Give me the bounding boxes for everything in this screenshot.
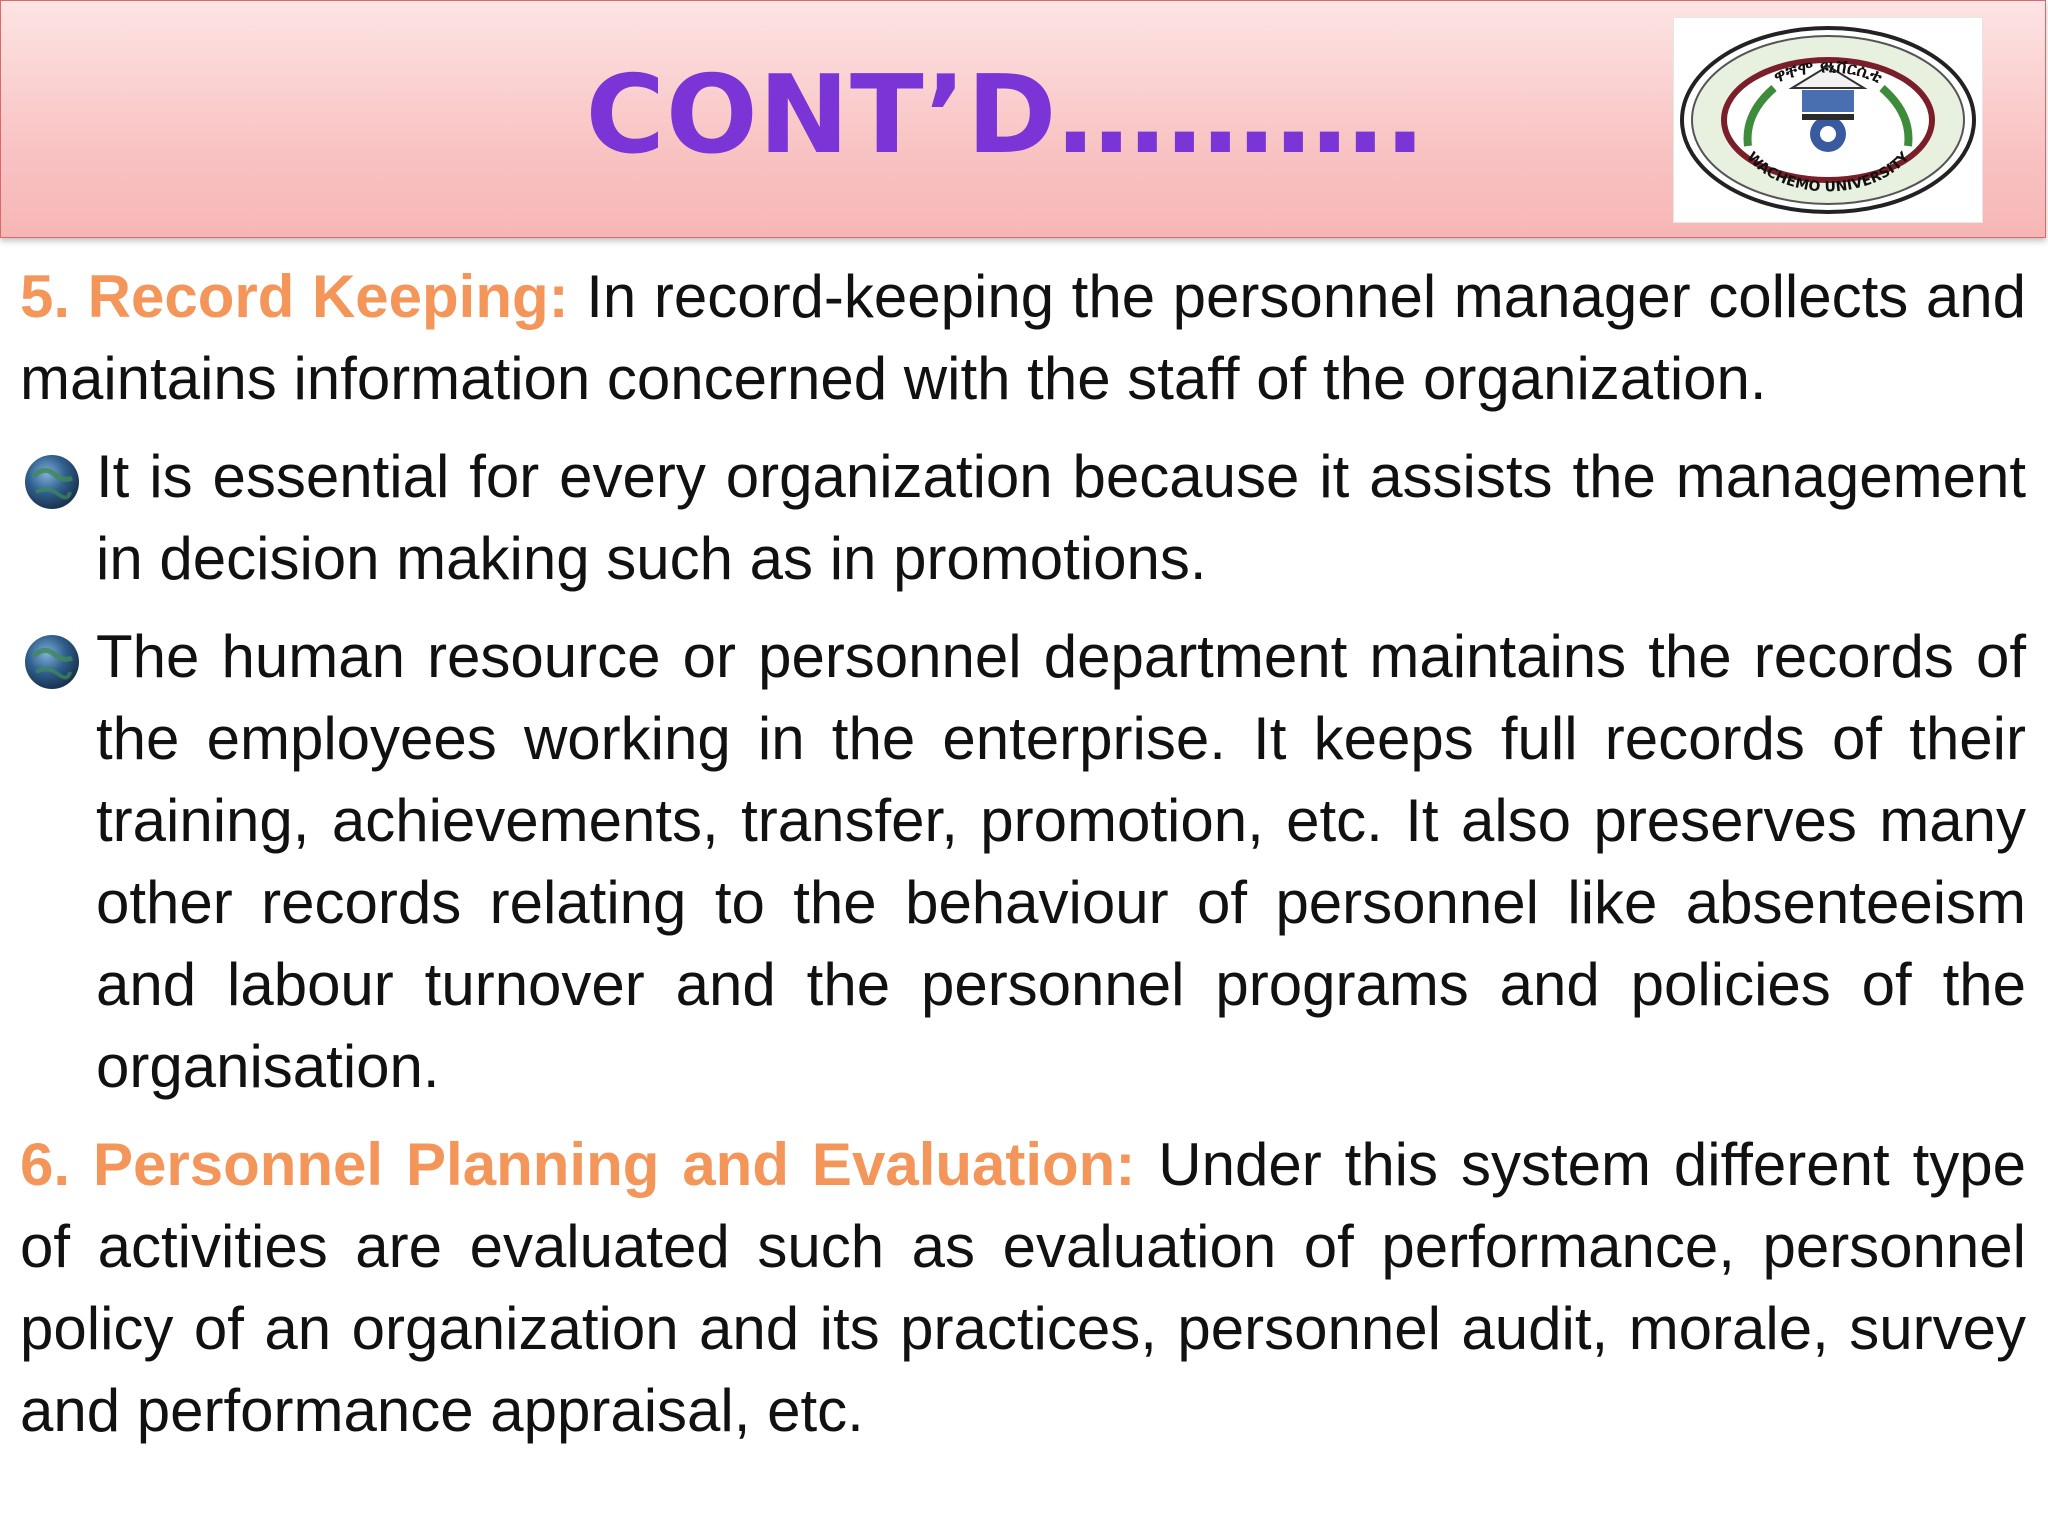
planning-text: Under this system different type of activities are evaluated such as evaluation of performance, personnel policy of an organization and its practices, personnel audit, morale, survey and performance appraisal, etc. [20,1131,2027,1444]
record-keeping-heading: 5. Record Keeping: [20,263,569,330]
bullet-item [20,436,2026,600]
bullet-text: The human resource or personnel department maintains the records of the employees working in the enterprise. It keeps full records of their training, achievements, transfer, promotion, etc. It also preserves many other records relating to the behaviour of personnel like absenteeism and labour turnover and the personnel programs and policies of the organisation. [96,623,2026,1100]
slide-title: CONT’D………. [585,53,1427,178]
record-keeping-paragraph [20,256,2026,420]
slide-header [0,0,2046,238]
university-seal-icon [1674,18,1982,222]
bullet-text: It is essential for every organization because it assists the management in decision making such as in promotions. [96,443,2026,592]
logo-top-text: ዋቸሞ ዩኒቨርሲቲ [1771,57,1885,88]
university-logo [1673,17,1983,223]
record-keeping-text: In record-keeping the personnel manager collects and maintains information concerned with the staff of the organization. [20,263,2026,412]
bullet-item [20,616,2026,1108]
globe-bullet-icon [22,452,82,512]
planning-heading: 6. Personnel Planning and Evaluation: [20,1131,1136,1198]
globe-bullet-icon [22,632,82,692]
planning-paragraph [20,1124,2026,1452]
slide-body [20,256,2026,1468]
logo-bottom-text: WACHEMO UNIVERSITY [1743,149,1913,196]
